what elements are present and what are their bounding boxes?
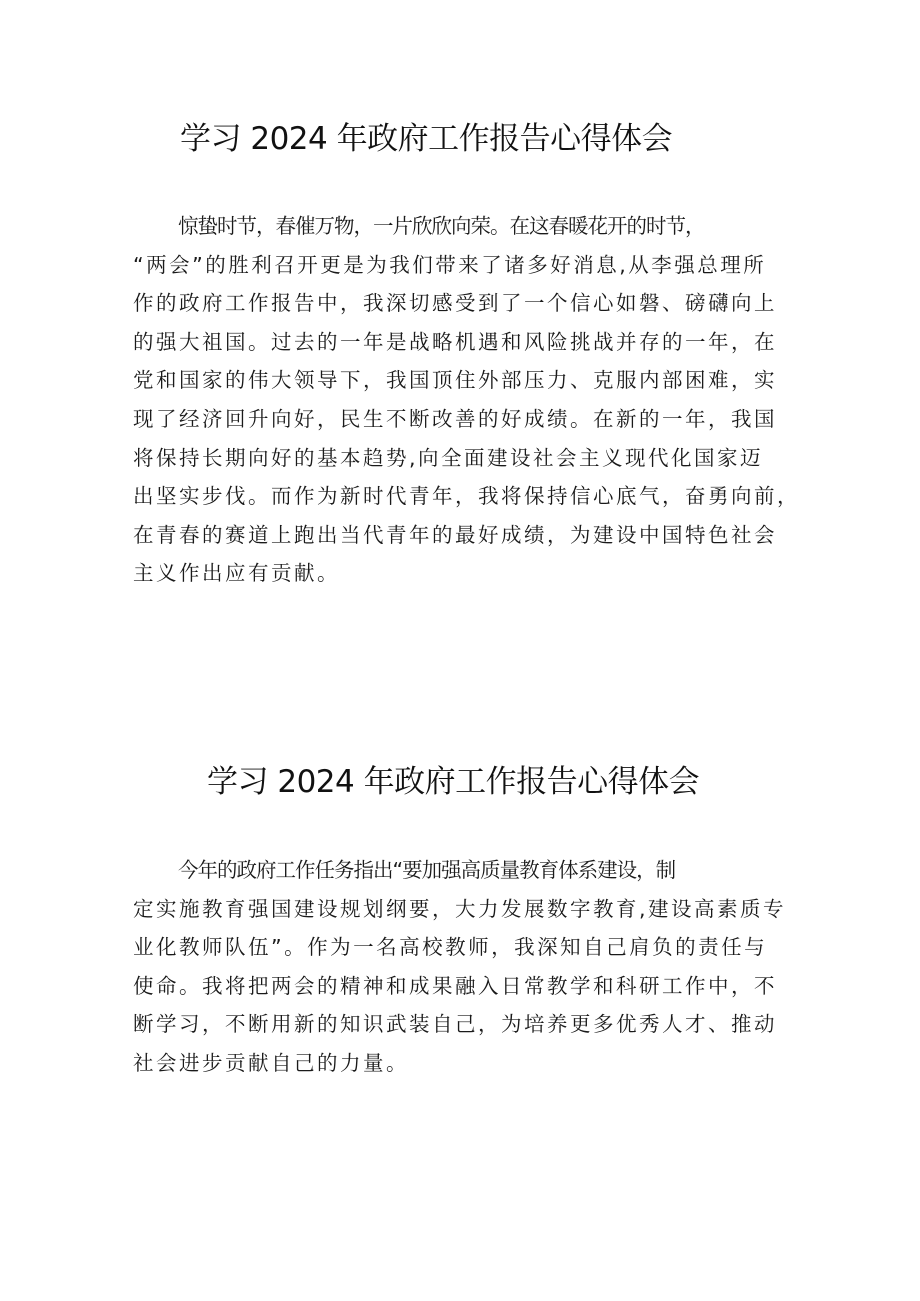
paragraph-line: 在青春的赛道上跑出当代青年的最好成绩，为建设中国特色社会 — [133, 522, 777, 547]
paragraph-line: 社会进步贡献自己的力量。 — [133, 1050, 409, 1075]
paragraph-line: 出坚实步伐。而作为新时代青年，我将保持信心底气，奋勇向前， — [133, 484, 800, 509]
section-paragraph — [133, 207, 798, 593]
paragraph-line: 断学习，不断用新的知识武装自己，为培养更多优秀人才、推动 — [133, 1012, 777, 1037]
paragraph-line: 业化教师队伍”。作为一名高校教师，我深知自己肩负的责任与 — [133, 935, 768, 960]
paragraph-line: 使命。我将把两会的精神和成果融入日常教学和科研工作中，不 — [133, 973, 777, 998]
paragraph-line: 作的政府工作报告中，我深切感受到了一个信心如磐、磅礴向上 — [133, 291, 777, 316]
paragraph-line: 党和国家的伟大领导下，我国顶住外部压力、克服内部困难，实 — [133, 368, 777, 393]
paragraph-line: 的强大祖国。过去的一年是战略机遇和风险挑战并存的一年，在 — [133, 329, 777, 354]
section-title: 学习 2024 年政府工作报告心得体会 — [207, 764, 700, 800]
paragraph-line: 现了经济回升向好，民生不断改善的好成绩。在新的一年，我国 — [133, 406, 777, 431]
paragraph-line: 将保持长期向好的基本趋势,向全面建设社会主义现代化国家迈 — [133, 445, 764, 470]
paragraph-line: 惊蛰时节，春催万物，一片欣欣向荣。在这春暖花开的时节， — [178, 214, 705, 238]
paragraph-line: 定实施教育强国建设规划纲要，大力发展数字教育,建设高素质专 — [133, 896, 787, 921]
paragraph-line: “两会”的胜利召开更是为我们带来了诸多好消息,从李强总理所 — [133, 252, 767, 277]
paragraph-line: 今年的政府工作任务指出“要加强高质量教育体系建设，制 — [178, 858, 676, 882]
paragraph-line: 主义作出应有贡献。 — [133, 561, 340, 586]
section-title: 学习 2024 年政府工作报告心得体会 — [180, 121, 673, 157]
section-paragraph — [133, 851, 798, 1083]
